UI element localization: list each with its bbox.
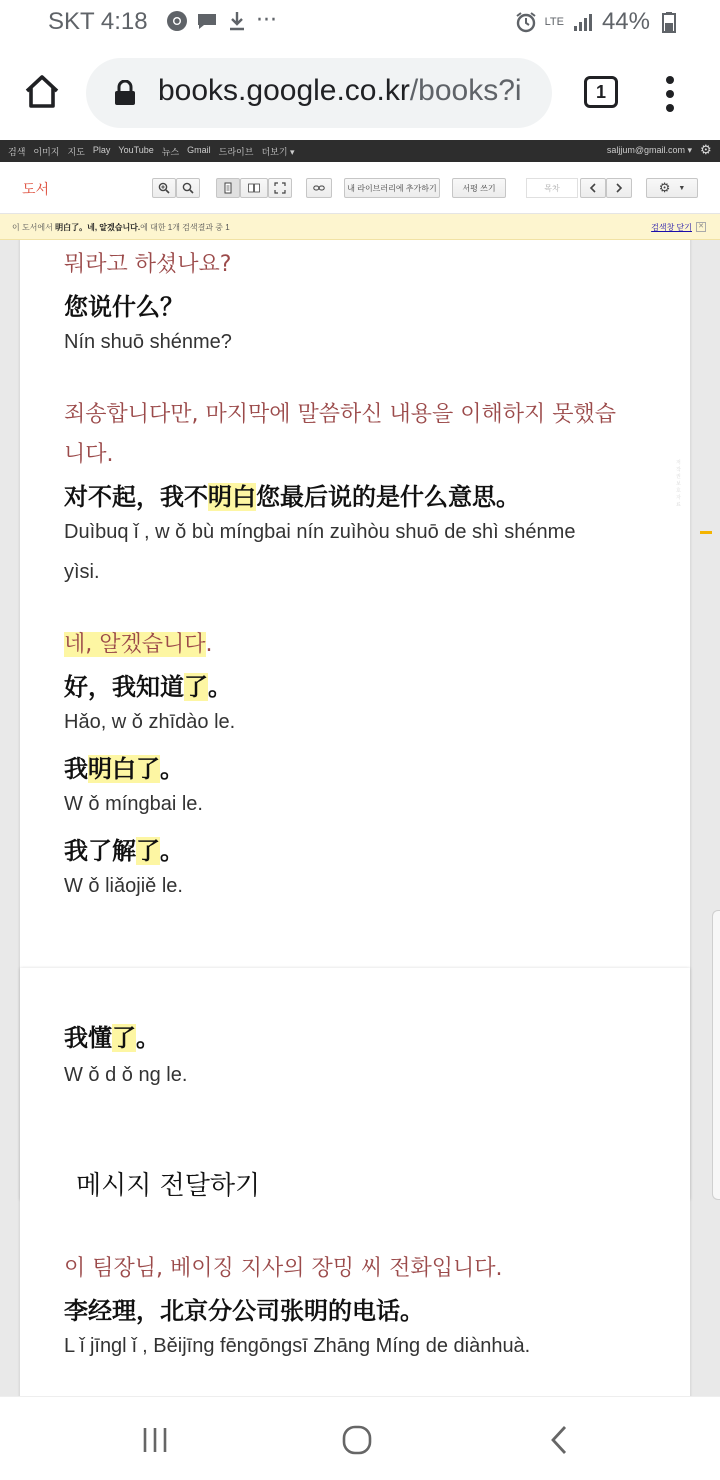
chinese-line: 对不起，我不明白您最后说的是什么意思。 — [64, 483, 520, 511]
korean-line: 죄송합니다만, 마지막에 말씀하신 내용을 이해하지 못했습 — [64, 402, 617, 427]
pinyin-line: W ǒ d ǒ ng le. — [64, 1064, 188, 1086]
korean-line: 네, 알겠습니다. — [64, 632, 213, 657]
chevron-left-icon — [587, 182, 599, 194]
more-notifications: ··· — [256, 8, 277, 33]
chrome-notification-icon — [166, 10, 188, 32]
korean-line: 니다. — [64, 442, 114, 467]
recent-apps-icon — [138, 1423, 172, 1457]
books-title[interactable]: 도서 — [22, 181, 50, 197]
carrier-time: SKT 4:18 — [48, 8, 148, 35]
link-button[interactable] — [306, 178, 332, 198]
book-reader[interactable] — [0, 240, 720, 1396]
google-bar-link[interactable]: YouTube — [118, 145, 154, 155]
back-button[interactable] — [542, 1423, 576, 1457]
status-bar — [0, 0, 720, 44]
chinese-line: 李经理，北京分公司张明的电话。 — [64, 1297, 424, 1325]
search-highlight: 了 — [184, 673, 208, 701]
tab-switcher-button[interactable]: 1 — [584, 76, 618, 108]
back-icon — [542, 1423, 576, 1457]
google-bar-link[interactable]: 검색 — [8, 147, 26, 157]
home-icon — [22, 72, 62, 112]
korean-line: 이 팀장님, 베이징 지사의 장밍 씨 전화입니다. — [64, 1256, 503, 1281]
pinyin-line: Nín shuō shénme? — [64, 331, 232, 353]
prev-page-button[interactable] — [580, 178, 606, 198]
signal-icon — [572, 11, 594, 33]
two-page-button[interactable] — [240, 178, 268, 198]
search-highlight: 明白了 — [88, 755, 160, 783]
google-bar-link[interactable]: 드라이브 — [218, 147, 254, 157]
home-circle-icon — [340, 1423, 374, 1457]
account-menu[interactable]: saljjum@gmail.com ▾ — [606, 145, 692, 155]
pinyin-line: W ǒ liǎojiě le. — [64, 875, 183, 897]
home-nav-button[interactable] — [340, 1423, 374, 1457]
two-page-icon — [248, 182, 260, 194]
single-page-button[interactable] — [216, 178, 240, 198]
book-page — [20, 968, 690, 1396]
chinese-line: 好，我知道了。 — [64, 673, 232, 701]
fullscreen-icon — [274, 182, 286, 194]
google-bar-link[interactable]: 지도 — [67, 147, 85, 157]
close-icon[interactable]: ✕ — [696, 222, 706, 232]
google-bar-link[interactable]: 이미지 — [33, 147, 60, 157]
home-button[interactable] — [22, 72, 62, 112]
pinyin-line: Hǎo, w ǒ zhīdào le. — [64, 711, 236, 733]
zoom-out-icon — [182, 182, 194, 194]
chinese-line: 您说什么？ — [64, 293, 184, 321]
chinese-line: 我明白了。 — [64, 755, 184, 783]
single-page-icon — [222, 182, 234, 194]
chinese-line: 我懂了。 — [64, 1024, 160, 1052]
zoom-in-button[interactable] — [152, 178, 176, 198]
toc-select[interactable]: 목차 — [526, 178, 578, 198]
add-to-library-button[interactable]: 내 라이브러리에 추가하기 — [344, 178, 440, 198]
chevron-right-icon — [613, 182, 625, 194]
address-bar[interactable] — [86, 58, 552, 128]
fullscreen-button[interactable] — [268, 178, 292, 198]
zoom-in-icon — [158, 182, 170, 194]
search-highlight: 明白 — [208, 483, 256, 511]
settings-button[interactable] — [646, 178, 698, 198]
pinyin-line: L ǐ jīngl ǐ , Běijīng fēngōngsī Zhāng Míng de diànhuà. — [64, 1335, 531, 1357]
google-bar-link[interactable]: Gmail — [187, 145, 211, 155]
scrollbar-thumb[interactable] — [712, 910, 720, 1200]
android-nav-bar — [0, 1396, 720, 1480]
lock-icon — [114, 80, 136, 106]
search-notice-bar — [0, 214, 720, 240]
close-search-link[interactable]: 검색창 닫기 — [651, 223, 692, 232]
google-bar-link[interactable]: 뉴스 — [161, 147, 180, 157]
zoom-out-button[interactable] — [176, 178, 200, 198]
alarm-icon — [515, 11, 537, 33]
more-vert-icon — [660, 74, 680, 114]
chinese-line: 我了解了。 — [64, 837, 184, 865]
write-review-button[interactable]: 서평 쓰기 — [452, 178, 506, 198]
recent-apps-button[interactable] — [138, 1423, 172, 1457]
browser-menu-button[interactable] — [660, 74, 680, 114]
message-icon — [196, 10, 218, 32]
battery-icon — [658, 11, 680, 33]
search-result-message: 이 도서에서 明白了。네, 알겠습니다.에 대한 1개 검색결과 중 1 — [12, 223, 230, 232]
chevron-down-icon: ▼ — [678, 184, 686, 192]
search-highlight: 了 — [136, 837, 160, 865]
network-type: LTE — [544, 16, 564, 28]
google-bar-link[interactable]: 더보기 ▾ — [261, 147, 295, 157]
pinyin-line: yìsi. — [64, 561, 100, 583]
search-highlight: 了 — [112, 1024, 136, 1052]
url-text: books.google.co.kr/books?i — [158, 74, 522, 107]
korean-line: 뭐라고 하셨나요? — [64, 252, 232, 277]
google-bar-link[interactable]: Play — [92, 145, 111, 155]
google-bar — [0, 140, 720, 162]
search-hit-marker[interactable] — [700, 531, 712, 534]
download-icon — [226, 10, 248, 32]
browser-toolbar — [0, 44, 720, 140]
settings-gear-icon: ⚙ — [658, 180, 671, 195]
pinyin-line: W ǒ míngbai le. — [64, 793, 203, 815]
link-icon — [313, 182, 325, 194]
books-toolbar — [0, 162, 720, 214]
section-heading: 메시지 전달하기 — [76, 1171, 261, 1201]
battery-percent: 44% — [601, 8, 650, 35]
settings-gear-icon[interactable]: ⚙ — [700, 142, 712, 157]
next-page-button[interactable] — [606, 178, 632, 198]
search-highlight: 네, 알겠습니다 — [64, 632, 206, 657]
pinyin-line: Duìbuq ǐ , w ǒ bù míngbai nín zuìhòu shuō de shì shénme — [64, 521, 576, 543]
copyright-side-note: 저작권보호자료 — [676, 460, 681, 508]
